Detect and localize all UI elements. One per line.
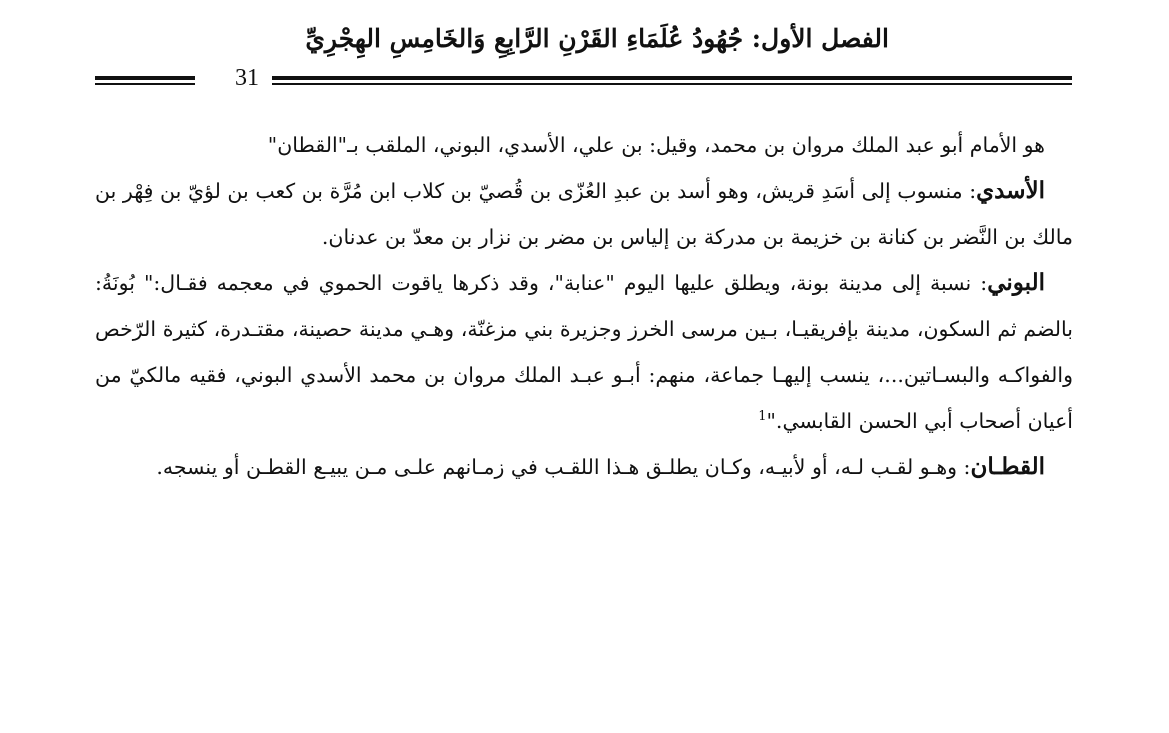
- chapter-title: جُهُودُ عُلَمَاءِ القَرْنِ الرَّابِعِ وَالخَامِسِ الهِجْرِيِّ: [305, 24, 744, 53]
- running-header: [305, 26, 889, 51]
- body-text: [95, 122, 1073, 490]
- header-rule-left: [95, 76, 195, 85]
- term-qattan: القطـان: [970, 453, 1045, 480]
- paragraph-buni-text: : نسبة إلى مدينة بونة، ويطلق عليها اليوم "عنابة"، وقد ذكرها ياقوت الحموي في معجمه فقـال:" بُونَةُ: بالضم ثم السكون، مدينة بإفريقيـا، بـين مرسى الخرز وجزيرة بني مزغنّة، وهـي مدينة حصينة، مقتـدرة، كثيرة الرّخص والفواكـه والبسـاتين...، ينسب إليهـا جماعة، منهم: أبـو عبـد الملك مروان بن محمد الأسدي البوني، فقيه مالكيّ من أعيان أصحاب أبي الحسن القابسي.": [95, 271, 1073, 433]
- chapter-prefix: الفصل الأول:: [743, 24, 889, 53]
- page-number: 31: [235, 65, 259, 91]
- paragraph-intro-text: هو الأمام أبو عبد الملك مروان بن محمد، وقيل: بن علي، الأسدي، البوني، الملقب بـ"القطان": [267, 133, 1045, 157]
- term-asadi: الأسدي: [976, 177, 1045, 204]
- paragraph-asadi: [95, 168, 1073, 260]
- header-rule-right: [272, 76, 1072, 85]
- paragraph-intro: [95, 122, 1073, 168]
- paragraph-qattan-text: : وهـو لقـب لـه، أو لأبيـه، وكـان يطلـق هـذا اللقـب في زمـانهم علـى مـن يبيـع القطـن أو ينسجه.: [156, 455, 971, 479]
- footnote-reference[interactable]: 1: [758, 409, 767, 425]
- paragraph-asadi-text: : منسوب إلى أسَدِ قريش، وهو أسد بن عبدِ العُزّى بن قُصيّ بن كلاب ابن مُرَّة بن كعب بن لؤيّ بن فِهْر بن مالك بن النَّضر بن كنانة بن خزيمة بن مدركة بن إلياس بن مضر بن نزار بن معدّ بن عدنان.: [95, 179, 1073, 249]
- paragraph-buni: [95, 260, 1073, 444]
- term-buni: البوني: [987, 269, 1045, 296]
- paragraph-qattan: [95, 444, 1073, 490]
